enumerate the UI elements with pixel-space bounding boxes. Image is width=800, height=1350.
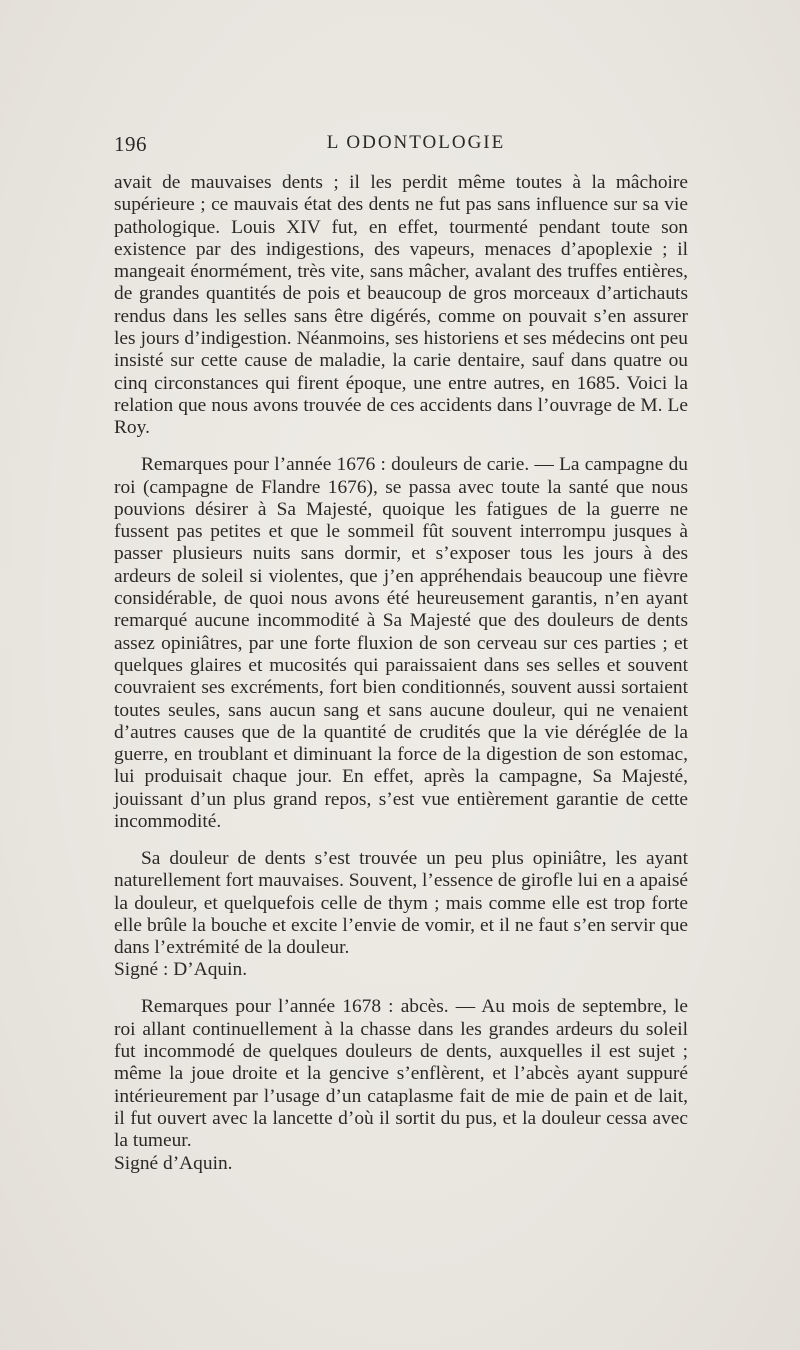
body-text bbox=[114, 172, 688, 1175]
paragraph-3: Sa douleur de dents s’est trouvée un peu plus opiniâtre, les ayant naturellement fort mauvaises. Souvent, l’essence de girofle lui en a apaisé la douleur, et quelquefois celle de thym ; mais comme elle est trop forte elle brûle la bouche et excite l’envie de vomir, et il ne faut s’en servir que dans l’extrémité de la douleur. bbox=[114, 847, 688, 959]
page-header bbox=[114, 132, 688, 158]
running-title: L ODONTOLOGIE bbox=[326, 132, 506, 153]
paragraph-2: Remarques pour l’année 1676 : douleurs de carie. — La campagne du roi (campagne de Flandre 1676), se passa avec toute la santé que nous pouvions désirer à Sa Majesté, quoique les fatigues de la guerre ne fussent pas petites et que le sommeil fût souvent interrompu jusques à passer plusieurs nuits sans dormir, et s’exposer tous les jours à des ardeurs de soleil si violentes, que j’en appréhendais beaucoup une fièvre considérable, de quoi nous avons été heureusement garantis, n’en ayant remarqué aucune incommodité à Sa Majesté que des douleurs de dents assez opiniâtres, par une forte fluxion de son cerveau sur ces parties ; et quelques glaires et mucosités qui paraissaient dans ses selles et souvent couvraient ses excréments, fort bien conditionnés, souvent aussi sortaient toutes seules, sans aucun sang et sans aucune douleur, qui ne venaient d’autres causes que de la quantité de crudités que la vie déréglée de la guerre, en troublant et diminuant la force de la digestion de son estomac, lui produisait chaque jour. En effet, après la campagne, Sa Majesté, jouissant d’un plus grand repos, s’est vue entièrement garantie de cette incommodité. bbox=[114, 454, 688, 832]
signature-1: Signé : D’Aquin. bbox=[114, 959, 248, 981]
paragraph-1: avait de mauvaises dents ; il les perdit même toutes à la mâchoire supérieure ; ce mauvais état des dents ne fut pas sans influence sur sa vie pathologique. Louis XIV fut, en effet, tourmenté pendant toute son existence par des indigestions, des vapeurs, menaces d’apoplexie ; il mangeait énormément, très vite, sans mâcher, avalant des truffes entières, de grandes quantités de pois et beaucoup de gros morceaux d’artichauts rendus dans les selles sans être digérés, comme on pouvait s’en assurer les jours d’indigestion. Néanmoins, ses historiens et ses médecins ont peu insisté sur cette cause de maladie, la carie dentaire, sauf dans quatre ou cinq circonstances qui firent époque, une entre autres, en 1685. Voici la relation que nous avons trouvée de ces accidents dans l’ouvrage de M. Le Roy. bbox=[114, 172, 688, 439]
paragraph-4: Remarques pour l’année 1678 : abcès. — Au mois de septembre, le roi allant continuellement à la chasse dans les grandes ardeurs du soleil fut incommodé de quelques douleurs de dents, auxquelles il est sujet ; même la joue droite et la gencive s’enflèrent, et l’abcès ayant suppuré intérieurement par l’usage d’un cataplasme fait de mie de pain et de lait, il fut ouvert avec la lancette d’où il sortit du pus, et la douleur cessa avec la tumeur. bbox=[114, 996, 688, 1152]
signature-2: Signé d’Aquin. bbox=[114, 1152, 233, 1174]
page-number: 196 bbox=[114, 132, 147, 156]
